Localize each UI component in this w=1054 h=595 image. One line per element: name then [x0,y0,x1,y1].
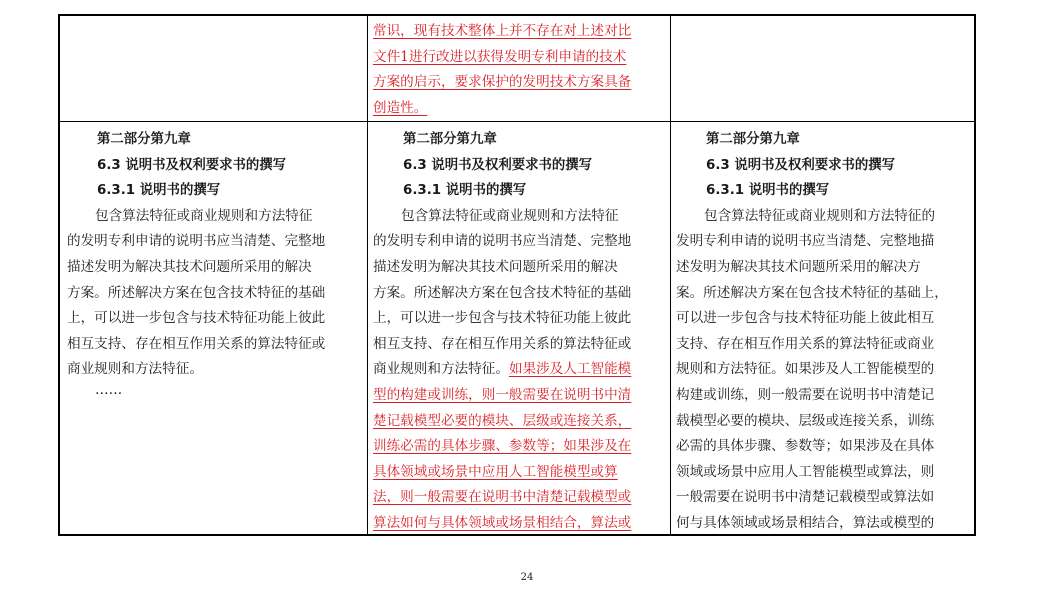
amended-text-line: 楚记载模型必要的模块、层级或连接关系， [373,412,632,429]
amended-text-line: 具体领域或场景中应用人工智能模型或算 [373,463,618,480]
column-divider [367,16,368,534]
amended-text-segment: 如果涉及人工智能模 [508,361,632,378]
subsection-heading: 6.3 说明书及权利要求书的撰写 [403,157,593,173]
comparison-table [58,14,976,536]
text-line: 上，可以进一步包含与技术特征功能上彼此 [67,310,326,327]
text-line: 发明专利申请的说明书应当清楚、完整地描 [676,233,935,250]
text-line: 规则和方法特征。如果涉及人工智能模型的 [676,361,935,378]
column-2-cell [373,127,667,532]
text-line: 包含算法特征或商业规则和方法特征 [401,207,619,224]
subsubsection-heading: 6.3.1 说明书的撰写 [97,183,221,199]
text-line: 方案的启示，要求保护的发明技术方案具备 [373,74,632,91]
text-line: 的发明专利申请的说明书应当清楚、完整地 [67,233,326,250]
text-line: 描述发明为解决其技术问题所采用的解决 [67,258,312,275]
text-line: 载模型必要的模块、层级或连接关系，训练 [676,412,935,429]
text-line: 领域或场景中应用人工智能模型或算法，则 [676,463,935,480]
text-line: 何与具体领域或场景相结合，算法或模型的 [676,514,935,531]
text-line: 常识，现有技术整体上并不存在对上述对比 [373,23,632,39]
amended-text-line: 算法如何与具体领域或场景相结合，算法或 [373,514,632,531]
subsubsection-heading: 6.3.1 说明书的撰写 [706,183,830,199]
column-1-cell [67,127,363,532]
section-heading: 第二部分第九章 [403,132,497,147]
subsubsection-heading: 6.3.1 说明书的撰写 [403,183,527,199]
text-line: 述发明为解决其技术问题所采用的解决方 [676,258,921,275]
text-line: 包含算法特征或商业规则和方法特征 [95,207,313,224]
text-line: 必需的具体步骤、参数等；如果涉及在具体 [676,438,935,455]
column-3-cell [676,127,974,532]
text-line: 构建或训练，则一般需要在说明书中清楚记 [676,386,935,403]
text-line: 支持、存在相互作用关系的算法特征或商业 [676,335,935,352]
text-line: 的发明专利申请的说明书应当清楚、完整地 [373,233,632,250]
subsection-heading: 6.3 说明书及权利要求书的撰写 [97,157,287,173]
text-line: 相互支持、存在相互作用关系的算法特征或 [373,335,632,352]
text-line: 方案。所述解决方案在包含技术特征的基础 [373,284,632,301]
text-line: 文件1进行改进以获得发明专利申请的技术 [373,48,627,65]
text-line: 描述发明为解决其技术问题所采用的解决 [373,258,618,275]
text-line: 一般需要在说明书中清楚记载模型或算法如 [676,489,935,506]
text-line: 包含算法特征或商业规则和方法特征的 [704,207,936,224]
top-row-middle-cell [373,19,665,119]
subsection-heading: 6.3 说明书及权利要求书的撰写 [706,157,896,173]
text-line: 上，可以进一步包含与技术特征功能上彼此 [373,310,632,327]
amended-text-line: 型的构建或训练，则一般需要在说明书中清 [373,386,632,403]
section-heading: 第二部分第九章 [97,132,191,147]
row-divider [60,121,974,122]
amended-text-line: 法，则一般需要在说明书中清楚记载模型或 [373,489,632,506]
ellipsis: …… [95,381,123,398]
text-line: 商业规则和方法特征。 [67,361,203,378]
section-heading: 第二部分第九章 [706,132,800,147]
page-number: 24 [520,572,534,583]
text-line: 案。所述解决方案在包含技术特征的基础上， [676,284,948,301]
text-line: 可以进一步包含与技术特征功能上彼此相互 [676,310,935,327]
text-line: 创造性。 [373,99,428,116]
text-line: 方案。所述解决方案在包含技术特征的基础 [67,284,326,301]
text-segment: 商业规则和方法特征。 [373,361,509,378]
amended-text-line: 训练必需的具体步骤、参数等；如果涉及在 [373,438,632,455]
text-line-mixed [373,357,667,383]
text-line: 相互支持、存在相互作用关系的算法特征或 [67,335,326,352]
column-divider [670,16,671,534]
